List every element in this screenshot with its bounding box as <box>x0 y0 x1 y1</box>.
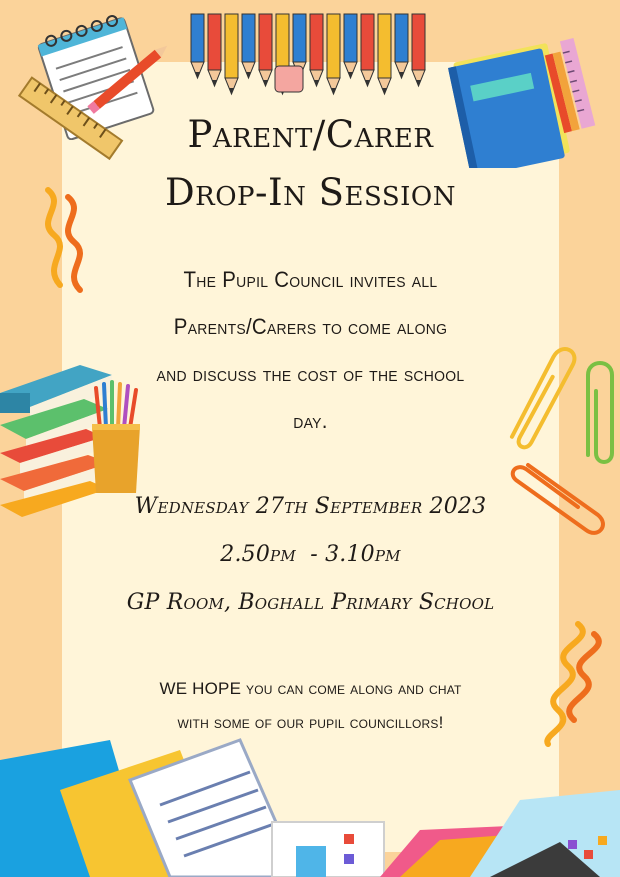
invite-line: day. <box>293 408 328 433</box>
invitation-text <box>79 256 541 444</box>
invite-line: Parents/Carers to come along <box>173 314 448 339</box>
pencil-body <box>361 14 374 70</box>
pencil-body <box>310 14 323 70</box>
title-line: Drop-In Session <box>164 171 456 214</box>
pencil-body <box>225 14 238 78</box>
event-time: 2.50pm - 3.10pm <box>220 542 401 567</box>
pencil-body <box>191 14 204 62</box>
pencil-body <box>242 14 255 62</box>
pencil-body <box>378 14 391 78</box>
event-details <box>62 483 559 627</box>
flyer-title <box>62 106 559 222</box>
event-location: GP Room, Boghall Primary School <box>126 590 495 615</box>
closing-line: WE HOPE you can come along and chat <box>159 679 462 698</box>
paper-pile-icon <box>0 730 620 877</box>
invite-line: The Pupil Council invites all <box>183 267 438 292</box>
eraser-icon <box>275 66 303 92</box>
event-date: Wednesday 27th September 2023 <box>134 494 487 519</box>
pencil-body <box>259 14 272 70</box>
closing-line: with some of our pupil councillors! <box>177 713 444 732</box>
pencil-body <box>412 14 425 70</box>
pencil-body <box>344 14 357 62</box>
pencil-body <box>327 14 340 78</box>
pencil-body <box>293 14 306 62</box>
closing-message <box>62 672 559 740</box>
invite-line: and discuss the cost of the school <box>156 361 465 386</box>
title-line: Parent/Carer <box>187 113 434 156</box>
pencil-body <box>395 14 408 62</box>
pencil-body <box>208 14 221 70</box>
pencils-icon <box>185 10 435 100</box>
